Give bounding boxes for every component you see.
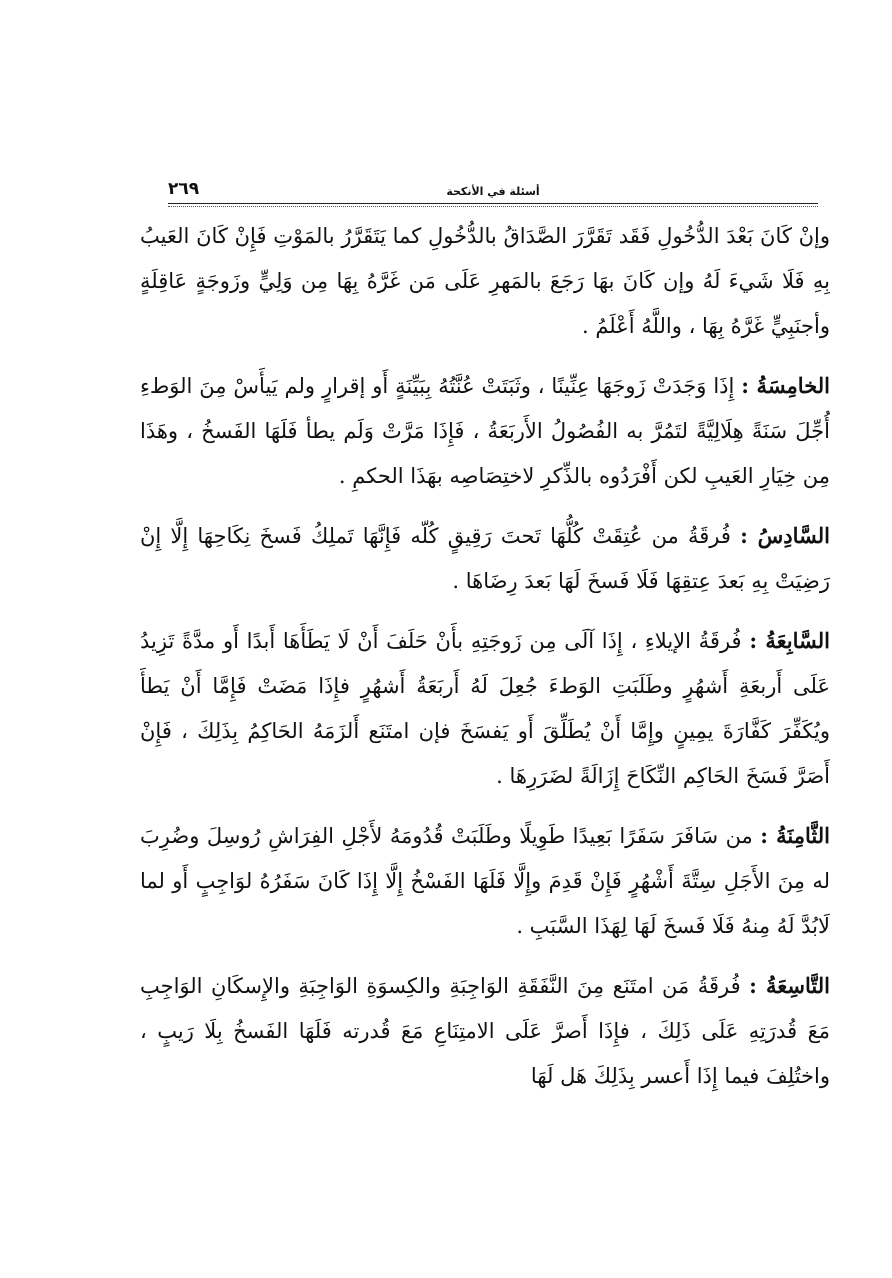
paragraph-ninth [140,963,830,1099]
body-text [140,214,830,1224]
paragraph-text: إِذَا وَجَدَتْ زَوجَهَا عِنِّينًا ، وثَبَتَتْ عُنَّتُهُ بِبَيِّنَةٍ أَو إقرارٍ ولم يَيأَسْ مِنَ الوَطءِ أُجِّلَ سَنَةً هِلَالِيَّةً لتَمُرَّ به الفُصُولُ الأَربَعَةُ ، فَإِذَا مَرَّتْ وَلَم يطأ فَلَهَا الفَسخُ ، وهَذَا مِن خِيَارِ العَيبِ لكن أَفْرَدُوه بالذِّكرِ لاختِصَاصِه بهَذَا الحكمِ . [140,374,830,488]
paragraph-text: فُرقَةُ مَن امتَنَع مِنَ النَّفَقَةِ الوَاجِبَةِ والكِسوَةِ الوَاجِبَةِ والإِسكَانِ الوَاجِبِ مَعَ قُدرَتِهِ عَلَى ذَلِكَ ، فإِذَا أَصرَّ عَلَى الامتِنَاعِ مَعَ قُدرته فَلَهَا الفَسخُ بِلَا رَيبٍ ، واختُلِفَ فيما إِذَا أَعسر بِذَلِكَ هَل لَهَا [140,974,830,1088]
paragraph-term: الثَّامِنَةُ : [760,823,830,848]
paragraph-term: السَّادِسُ : [740,523,830,548]
running-header [168,178,818,200]
header-rule [168,203,818,204]
paragraph-text: وإنْ كَانَ بَعْدَ الدُّخُولِ فَقَد تَقَرَّرَ الصَّدَاقُ بالدُّخُولِ كما يَتَقَرَّرُ بالمَوْتِ فَإِنْ كَانَ العَيبُ بِهِ فَلَا شَيءَ لَهُ وإن كَانَ بهَا رَجَعَ بالمَهرِ عَلَى مَن غَرَّهُ بِهَا مِن وَلِيٍّ وزَوجَةٍ عَاقِلَةٍ وأجنَبِيٍّ غَرَّهُ بِهَا ، واللَّهُ أَعْلَمُ . [140,224,830,338]
paragraph-term: الخامِسَةُ : [741,373,830,398]
header-rule-dotted [168,206,818,207]
paragraph-sixth [140,513,830,604]
paragraph-term: السَّابِعَةُ : [749,628,830,653]
header-title: أسئلة في الأنكحة [446,185,540,198]
paragraph-text: من سَافَرَ سَفَرًا بَعِيدًا طَوِيلًا وطَلَبَتْ قُدُومَهُ لأَجْلِ الفِرَاشِ رُوسِلَ وضُرِبَ له مِنَ الأَجَلِ سِتَّةَ أَشْهُرٍ فَإِنْ قَدِمَ وإِلَّا فَلَهَا الفَسْخُ إِلَّا إِذَا كَانَ سَفَرُهُ لوَاجِبٍ أَو لما لَابُدَّ لَهُ مِنهُ فَلَا فَسخَ لَهَا لِهَذَا السَّبَبِ . [140,824,830,938]
paragraph-fifth [140,363,830,499]
paragraph-seventh [140,618,830,799]
paragraph-text: فُرقَةُ من عُتِقَتْ كُلُّهَا تَحتَ رَقِيقٍ كُلّه فَإِنَّهَا تَملِكُ فَسخَ نِكَاحِهَا إِلَّا إِنْ رَضِيَتْ بِهِ بَعدَ عِتقِهَا فَلَا فَسخَ لَهَا بَعدَ رِضَاهَا . [140,524,830,593]
paragraph-continuation [140,214,830,349]
page-number: ٢٦٩ [168,179,200,199]
paragraph-eighth [140,813,830,949]
paragraph-term: التَّاسِعَةُ : [749,973,830,998]
paragraph-text: فُرقَةُ الإيلاءِ ، إِذَا آلَى مِن زَوجَتِهِ بأَنْ حَلَفَ أَنْ لَا يَطَأَهَا أَبدًا أَو مدَّةً تَزِيدُ عَلَى أَربعَةِ أَشهُرٍ وطَلَبَتِ الوَطءَ جُعِلَ لَهُ أَربَعَةُ أَشهُرٍ فإِذَا مَضَتْ فَإِمَّا أَنْ يَطأَ ويُكَفِّرَ كَفَّارَةَ يمِينٍ وإِمَّا أَنْ يُطَلِّقَ أَو يَفسَخَ فإن امتَنَع أَلزَمَهُ الحَاكِمُ بِذَلِكَ ، فَإِنْ أَصَرَّ فَسَخَ الحَاكِم النِّكَاحَ إِزَالَةً لضَرَرِهَا . [140,629,830,788]
